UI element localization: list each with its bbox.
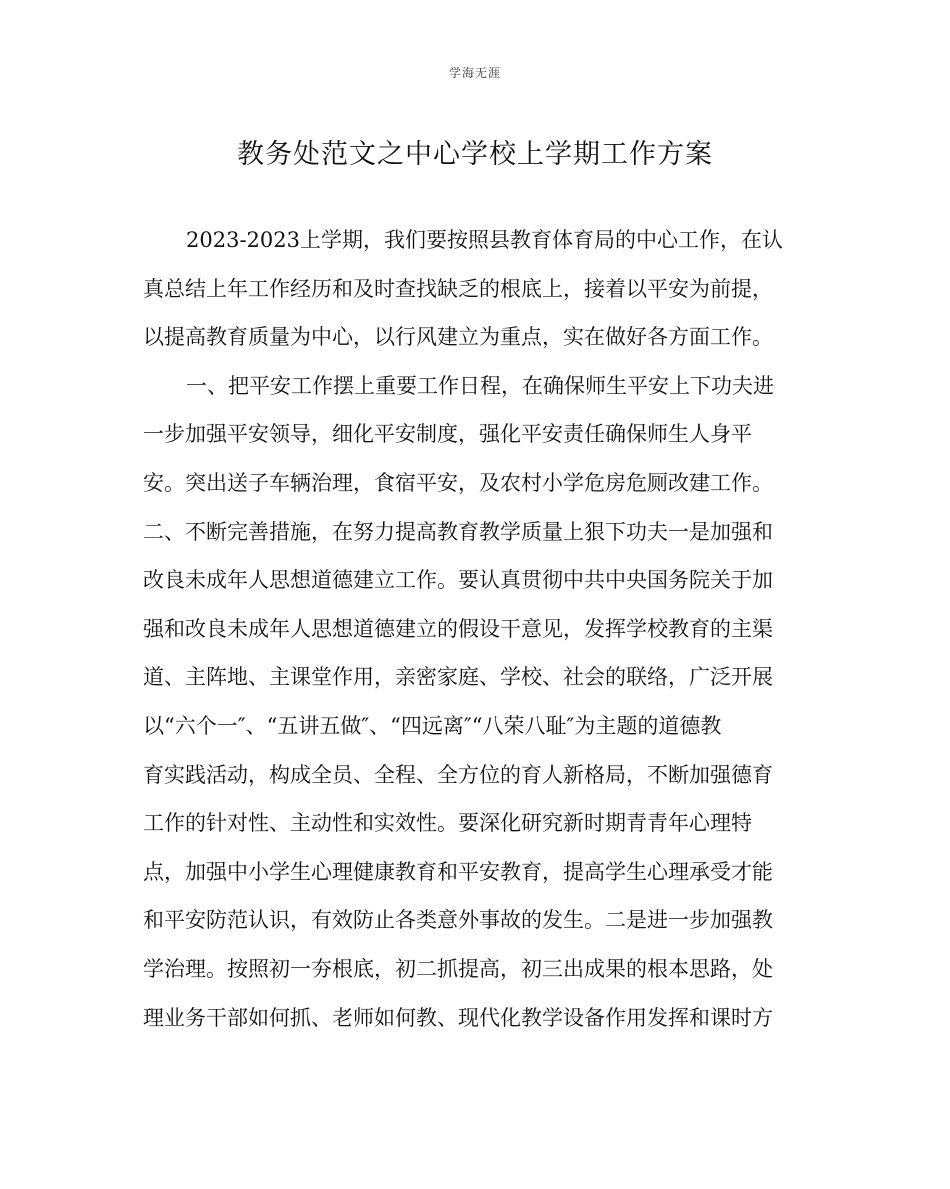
text-line: 理业务干部如何抓、老师如何教、现代化教学设备作用发挥和课时方 (143, 1005, 773, 1030)
page-header: 学海无涯 (448, 66, 501, 80)
text-line: 安。突出送子车辆治理，食宿平安，及农村小学危房危厕改建工作。 (143, 470, 773, 495)
text-line: 以“六个一″、“五讲五做″、“四远离″“八荣八耻″为主题的道德教 (143, 713, 722, 738)
text-line: 真总结上年工作经历和及时查找缺乏的根底上，接着以平安为前提， (143, 276, 773, 301)
document-title: 教务处范文之中心学校上学期工作方案 (237, 139, 713, 170)
text-line: 育实践活动，构成全员、全程、全方位的育人新格局，不断加强德育 (143, 762, 773, 787)
text-line: 2023-2023上学期，我们要按照县教育体育局的中心工作，在认 (186, 228, 783, 252)
document-body (143, 216, 803, 1042)
text-line: 点，加强中小学生心理健康教育和平安教育，提高学生心理承受才能 (143, 859, 773, 884)
text-line: 工作的针对性、主动性和实效性。要深化研究新时期青青年心理特 (143, 811, 752, 836)
text-line: 强和改良未成年人思想道德建立的假设干意见，发挥学校教育的主渠 (143, 616, 773, 641)
text-line: 学治理。按照初一夯根底，初二抓提高，初三出成果的根本思路，处 (143, 956, 773, 981)
text-line: 改良未成年人思想道德建立工作。要认真贯彻中共中央国务院关于加 (143, 568, 773, 593)
text-line: 和平安防范认识，有效防止各类意外事故的发生。二是进一步加强教 (143, 908, 773, 933)
text-line: 一、把平安工作摆上重要工作日程，在确保师生平安上下功夫进 (186, 373, 774, 398)
text-line: 二、不断完善措施，在努力提高教育教学质量上狠下功夫一是加强和 (143, 519, 773, 544)
text-line: 道、主阵地、主课堂作用，亲密家庭、学校、社会的联络，广泛开展 (143, 665, 773, 690)
text-line: 以提高教育质量为中心，以行风建立为重点，实在做好各方面工作。 (143, 325, 773, 350)
text-line: 一步加强平安领导，细化平安制度，强化平安责任确保师生人身平 (143, 422, 752, 447)
